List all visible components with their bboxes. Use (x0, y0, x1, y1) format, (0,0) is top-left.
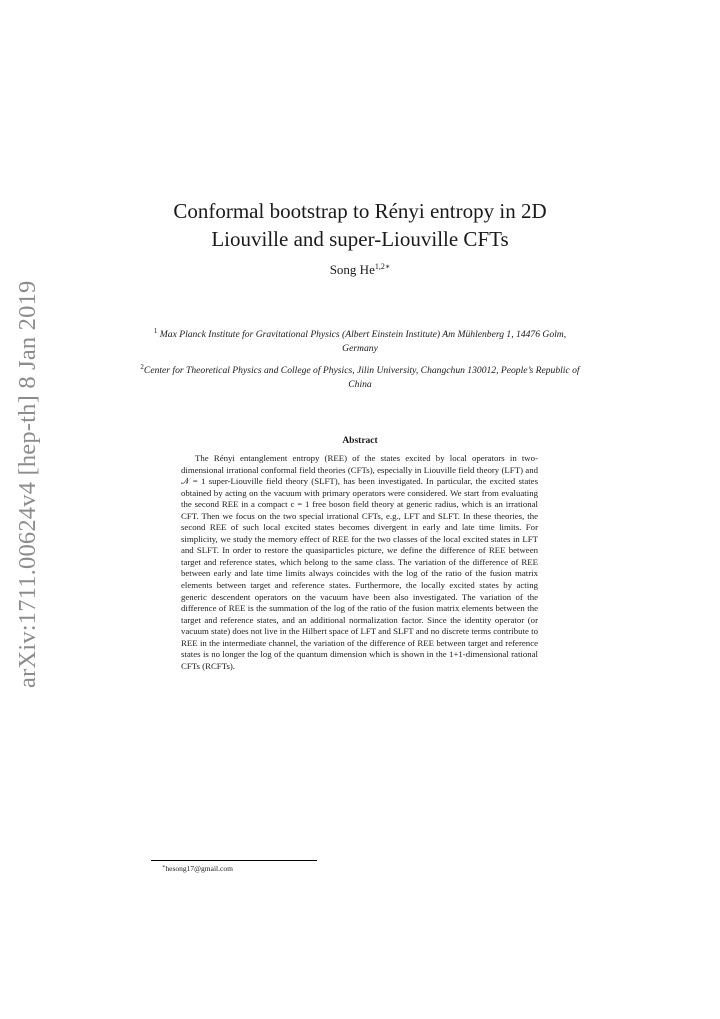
abstract-body: The Rényi entanglement entropy (REE) of the states excited by local operators in two-dimensional irrational conformal field theories (CFTs), especially in Liouville field theory (LFT) and 𝒩 = 1 super-Liouville field theory (SLFT), has been investigated. In particular, the excited states obtained by acting on the vacuum with primary operators were considered. We start from evaluating the second REE in a compact c = 1 free boson field theory at generic radius, which is an irrational CFT. Then we focus on the two special irrational CFTs, e.g., LFT and SLFT. In these theories, the second REE of such local excited states becomes divergent in early and late time limits. For simplicity, we study the memory effect of REE for the two classes of the local excited states in LFT and SLFT. In order to restore the quasiparticles picture, we define the difference of REE between target and reference states, which belong to the same class. The variation of the difference of REE between early and late time limits always coincides with the log of the ratio of the fusion matrix elements between target and reference states. Furthermore, the locally excited states by acting generic descendent operators on the vacuum have been also investigated. The variation of the difference of REE is the summation of the log of the ratio of the fusion matrix elements between the target and reference states, and an additional normalization factor. Since the identity operator (or vacuum state) does not live in the Hilbert space of LFT and SLFT and no discrete terms contribute to REE in the intermediate channel, the variation of the difference of REE between target and reference states is no longer the log of the quantum dimension which is shown in the 1+1-dimensional rational CFTs (RCFTs). (181, 453, 538, 671)
paper-title (110, 197, 610, 253)
affiliation-1-mark: 1 (153, 327, 158, 335)
abstract-heading: Abstract (342, 436, 378, 446)
title-line-2: Liouville and super-Liouville CFTs (211, 227, 509, 251)
author-name: Song He (329, 262, 375, 277)
footnote-mark: ∗ (162, 865, 166, 870)
arxiv-identifier-stamp: arXiv:1711.00624v4 [hep-th] 8 Jan 2019 (14, 280, 41, 688)
author-email: hesong17@gmail.com (165, 864, 233, 873)
footnote (162, 864, 233, 873)
affiliation-1 (140, 325, 580, 355)
affiliation-2 (140, 361, 580, 391)
title-line-1: Conformal bootstrap to Rényi entropy in 2D (173, 199, 547, 223)
author-affiliation-marks: 1,2∗ (374, 262, 391, 271)
footnote-divider (151, 860, 317, 861)
affiliation-1-text: Max Planck Institute for Gravitational Physics (Albert Einstein Institute) Am Mühlenberg 1, 14476 Golm, Germany (159, 329, 567, 354)
affiliation-2-text: Center for Theoretical Physics and College of Physics, Jilin University, Changchun 130012, People’s Republic of China (143, 365, 580, 390)
author-line (110, 262, 610, 278)
affiliation-2-mark: 2 (140, 363, 144, 371)
